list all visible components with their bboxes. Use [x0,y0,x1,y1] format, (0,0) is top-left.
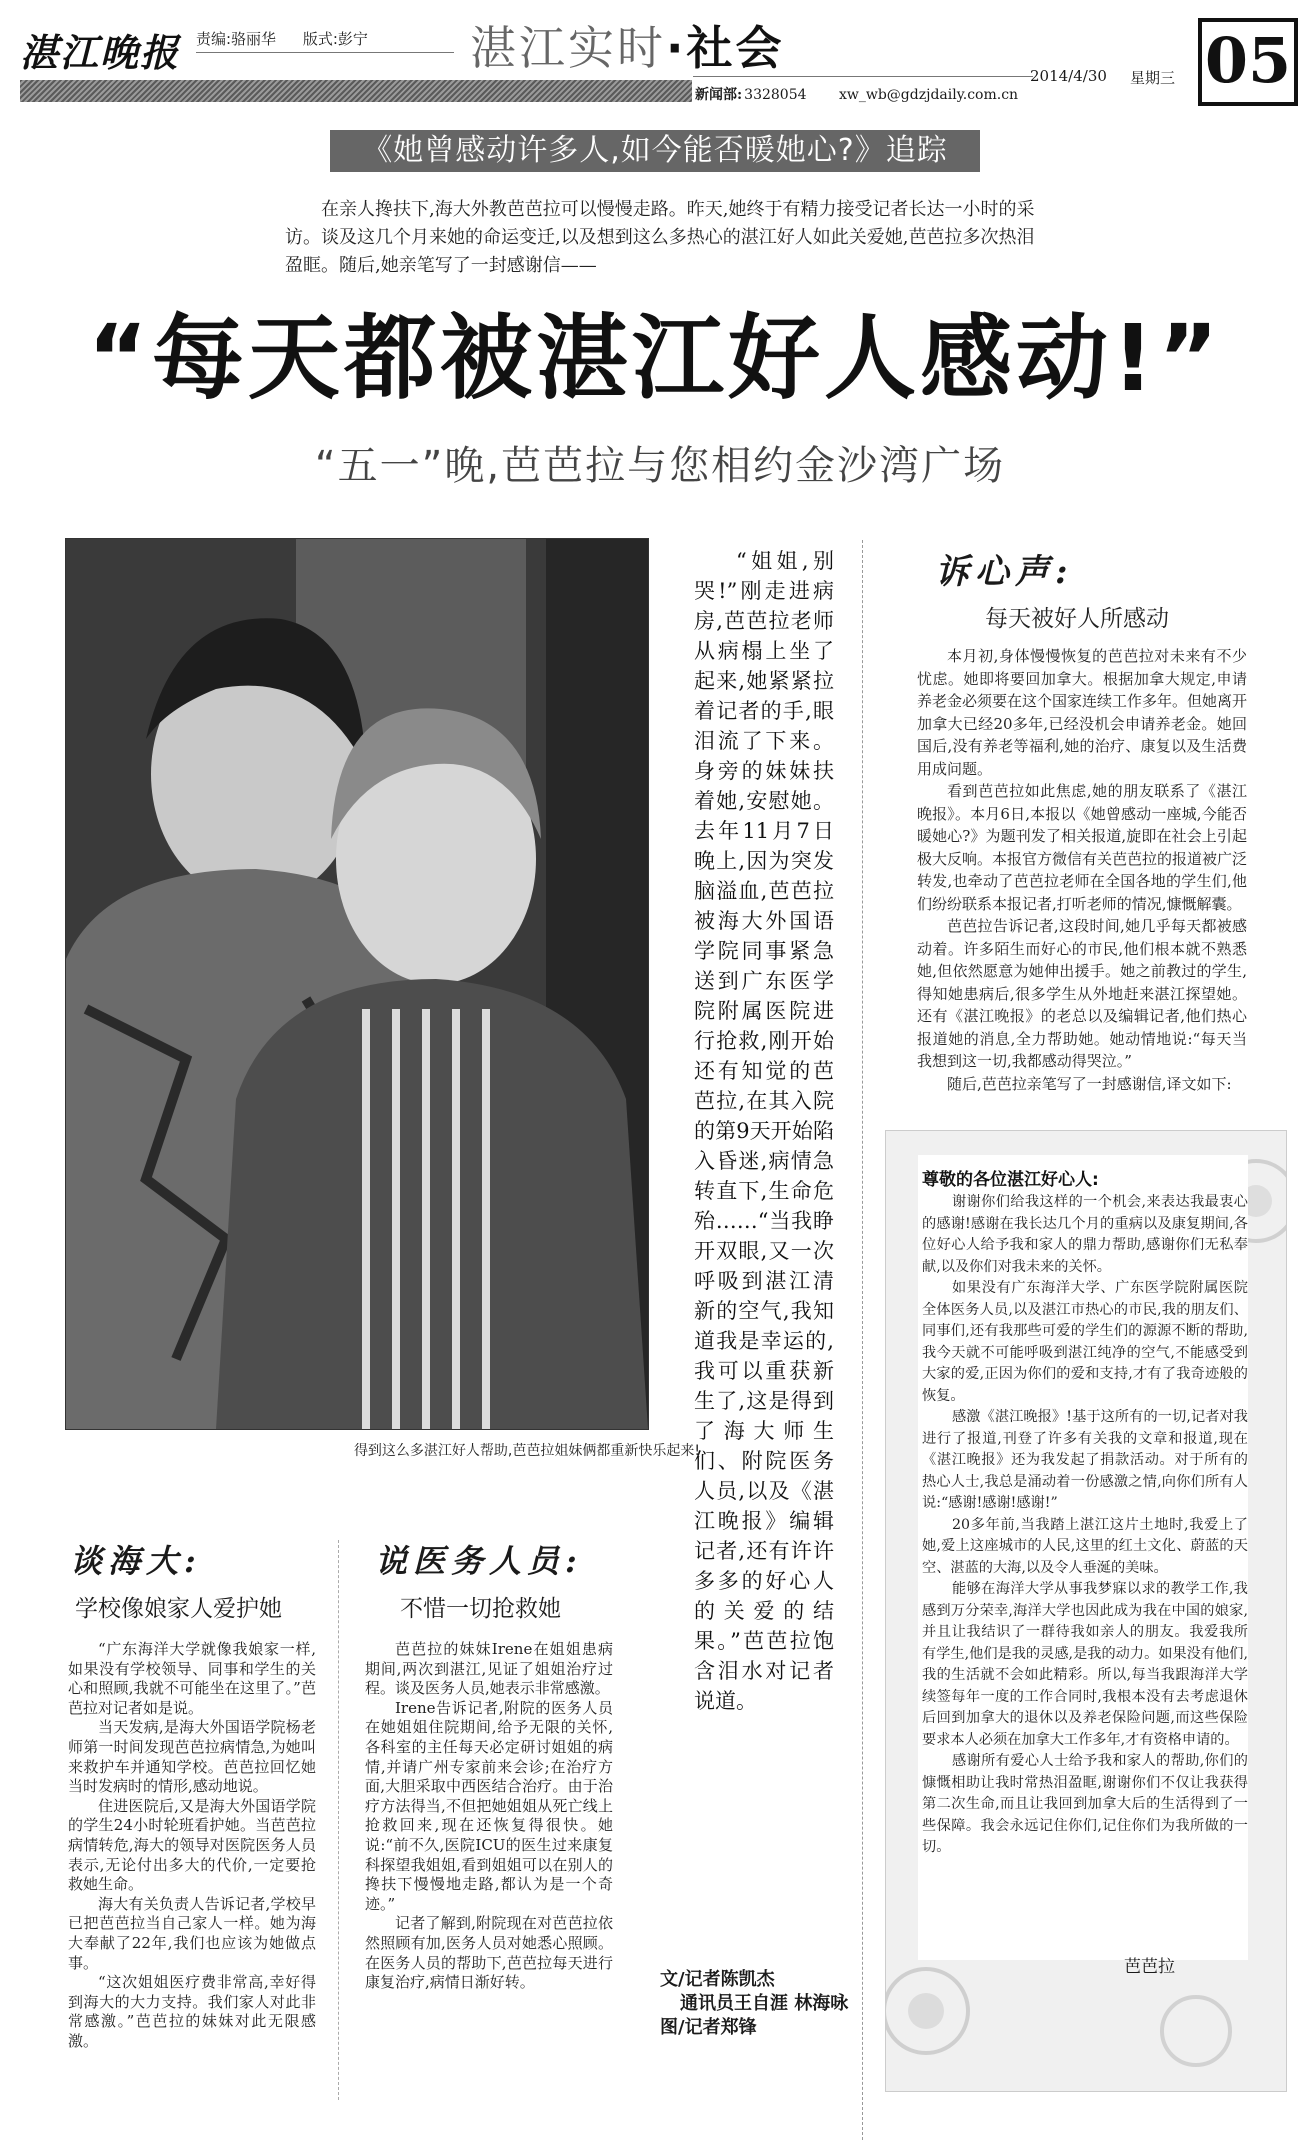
issue-weekday: 星期三 [1130,69,1176,87]
paragraph: 能够在海洋大学从事我梦寐以求的教学工作,我感到万分荣幸,海洋大学也因此成为我在中国的娘家,并且让我结识了一群待我如亲人的朋友。我爱我所有学生,他们是我的灵感,是我的动力。如果没有他们,我的生活就不会如此精彩。所以,每当我跟海洋大学续签每年一度的工作合同时,我根本没有去考虑退休后回到加拿大的退休以及养老保险问题,而这些保险要求本人必须在加拿大工作多年,才有资格申请的。 [922,1581,1248,1748]
paragraph: 本月初,身体慢慢恢复的芭芭拉对未来有不少忧虑。她即将要回加拿大。根据加拿大规定,申请养老金必须要在这个国家连续工作多年。但她离开加拿大已经20多年,已经没机会申请养老金。她回国后,没有养老等福利,她的治疗、康复以及生活费用成问题。 [917,647,1248,778]
paragraph: 感激《湛江晚报》!基于这所有的一切,记者对我进行了报道,刊登了许多有关我的文章和报道,现在《湛江晚报》还为我发起了捐款活动。对于所有的热心人士,我总是涌动着一份感激之情,向你们所有人说:“感谢!感谢!感谢!” [922,1409,1248,1511]
photo-illustration [66,539,648,1429]
layout-name: 版式:彭宁 [302,30,368,48]
section-title-voice: 每天被好人所感动 [985,606,1169,632]
paragraph: 芭芭拉的妹妹Irene在姐姐患病期间,两次到湛江,见证了姐姐治疗过程。谈及医务人员,她表示非常感激。 [365,1640,613,1698]
main-headline: “每天都被湛江好人感动!” [87,305,1223,412]
paragraph: “这次姐姐医疗费非常高,幸好得到海大的大力支持。我们家人对此非常感激。”芭芭拉的妹妹对此无限感激。 [68,1973,316,2050]
kicker-banner: 《她曾感动许多人,如今能否暖她心?》追踪 [330,130,980,172]
byline [660,1968,848,2040]
paragraph: Irene告诉记者,附院的医务人员在她姐姐住院期间,给予无限的关怀,各科室的主任每天必定研讨姐姐的病情,并请广州专家前来会诊;在治疗方面,大胆采取中西医结合治疗。由于治疗方法得当,不但把她姐姐从死亡线上抢救回来,现在还恢复得很快。她说:“前不久,医院ICU的医生过来康复科探望我姐姐,看到姐姐可以在别人的搀扶下慢慢地走路,都认为是一个奇迹。” [365,1698,613,1913]
section-name: 湛江实时 [470,21,666,75]
section-title [470,12,784,78]
newsroom-email: xw_wb@gdzjdaily.com.cn [838,87,1019,103]
section-label-medical: 说医务人员: [375,1542,583,1580]
paragraph: 20多年前,当我踏上湛江这片土地时,我爱上了她,爱上这座城市的人民,这里的红土文化、蔚蓝的天空、湛蓝的大海,以及令人垂涎的美味。 [922,1516,1248,1576]
section-label-hai-da: 谈海大: [70,1542,202,1580]
editor-credits [196,28,390,49]
byline-correspondents: 通讯员王自涯 林海咏 [680,1993,849,2014]
masthead-rule-left [196,52,454,53]
paragraph: 芭芭拉告诉记者,这段时间,她几乎每天都被感动着。许多陌生而好心的市民,他们根本就不熟悉她,但依然愿意为她伸出援手。她之前教过的学生,得知她患病后,很多学生从外地赶来湛江探望她。还有《湛江晚报》的老总以及编辑记者,他们热心报道她的消息,全力帮助她。她动情地说:“每天当我想到这一切,我都感动得哭泣。” [917,917,1247,1070]
paragraph: 当天发病,是海大外国语学院杨老师第一时间发现芭芭拉病情急,为她叫来救护车并通知学校。芭芭拉回忆她当时发病时的情形,感动地说。 [68,1718,316,1796]
newsroom-label: 新闻部: [695,87,743,103]
sisters-photo [65,538,649,1430]
paragraph: 看到芭芭拉如此焦虑,她的朋友联系了《湛江晚报》。本月6日,本报以《她曾感动一座城,今能否暖她心?》为题刊发了相关报道,旋即在社会上引起极大反响。本报官方微信有关芭芭拉的报道被广泛转发,也牵动了芭芭拉老师在全国各地的学生们,他们纷纷联系本报记者,打听老师的情况,慷慨解囊。 [917,782,1248,913]
paragraph: 如果没有广东海洋大学、广东医学院附属医院全体医务人员,以及湛江市热心的市民,我的朋友们、同事们,还有我那些可爱的学生们的源源不断的帮助,我今天就不可能呼吸到湛江纯净的空气,不能感受到大家的爱,正因为你们的爱和支持,才有了我奇迹般的恢复。 [922,1280,1248,1404]
paragraph: 感谢所有爱心人士给予我和家人的帮助,你们的慷慨相助让我时常热泪盈眶,谢谢你们不仅让我获得第二次生命,而且让我回到加拿大后的生活得到了一些保障。我会永远记住你们,记住你们为我所做的一切。 [922,1753,1248,1855]
photo-caption: 得到这么多湛江好人帮助,芭芭拉姐妹俩都重新快乐起来! [353,1443,700,1459]
masthead-band [20,80,692,102]
section-bold: ·社会 [666,21,785,75]
issue-date: 2014/4/30 [1030,67,1107,85]
bottom-column-divider [338,1540,339,2100]
middle-column-text: “姐姐,别哭!”刚走进病房,芭芭拉老师从病榻上坐了起来,她紧紧拉着记者的手,眼泪流了下来。身旁的妹妹扶着她,安慰她。去年11月7日晚上,因为突发脑溢血,芭芭拉被海大外国语学院同事紧急送到广东医学院附属医院进行抢救,刚开始还有知觉的芭芭拉,在其入院的第9天开始陷入昏迷,病情急转直下,生命危殆……“当我睁开双眼,又一次呼吸到湛江清新的空气,我知道我是幸运的,我可以重获新生了,这是得到了海大师生们、附院医务人员,以及《湛江晚报》编辑记者,还有许许多多的好心人的关爱的结果。”芭芭拉饱含泪水对记者说道。 [694,549,834,1713]
letter-body [922,1192,1248,1859]
column-divider [862,540,863,2140]
subheadline: “五一”晚,芭芭拉与您相约金沙湾广场 [314,443,1006,489]
letter-signature: 芭芭拉 [1124,1957,1175,1977]
masthead-rule-right [693,76,1033,77]
hai-da-body [68,1640,316,2051]
paragraph: 海大有关负责人告诉记者,学校早已把芭芭拉当自己家人一样。她为海大奉献了22年,我们也应该为她做点事。 [68,1894,316,1972]
intro-paragraph: 在亲人搀扶下,海大外教芭芭拉可以慢慢走路。昨天,她终于有精力接受记者长达一小时的采访。谈及这几个月来她的命运变迁,以及想到这么多热心的湛江好人如此关爱她,芭芭拉多次热泪盈眶。随后,她亲笔写了一封感谢信—— [285,199,1035,276]
page-number: 05 [1198,18,1298,106]
paragraph: “广东海洋大学就像我娘家一样,如果没有学校领导、同事和学生的关心和照顾,我就不可能坐在这里了。”芭芭拉对记者如是说。 [68,1640,316,1717]
medical-body [365,1640,613,1993]
letter-greeting: 尊敬的各位湛江好心人: [922,1170,1099,1190]
paragraph: 随后,芭芭拉亲笔写了一封感谢信,译文如下: [947,1074,1232,1093]
section-title-medical: 不惜一切抢救她 [400,1596,561,1622]
paragraph: 住进医院后,又是海大外国语学院的学生24小时轮班看护她。当芭芭拉病情转危,海大的领导对医院医务人员表示,无论付出多大的代价,一定要抢救她生命。 [68,1796,316,1894]
newspaper-logo: 湛江晚报 [20,30,181,75]
paragraph: 谢谢你们给我这样的一个机会,来表达我最衷心的感谢!感谢在我长达几个月的重病以及康复期间,各位好心人给予我和家人的鼎力帮助,感谢你们无私奉献,以及你们对我未来的关怀。 [922,1194,1248,1275]
newsroom-phone: 3328054 [744,87,807,103]
section-title-hai-da: 学校像娘家人爱护她 [75,1596,282,1622]
newsroom-contact [695,84,1018,104]
byline-writer: 文/记者陈凯杰 [660,1969,775,1990]
section-label-voice: 诉心声: [935,552,1074,592]
paragraph: 记者了解到,附院现在对芭芭拉依然照顾有加,医务人员对她悉心照顾。在医务人员的帮助下,芭芭拉每天进行康复治疗,病情日渐好转。 [365,1914,613,1992]
right-column-body [917,645,1247,1095]
editor-name: 责编:骆丽华 [196,30,277,48]
byline-photographer: 图/记者郑锋 [660,2017,757,2038]
